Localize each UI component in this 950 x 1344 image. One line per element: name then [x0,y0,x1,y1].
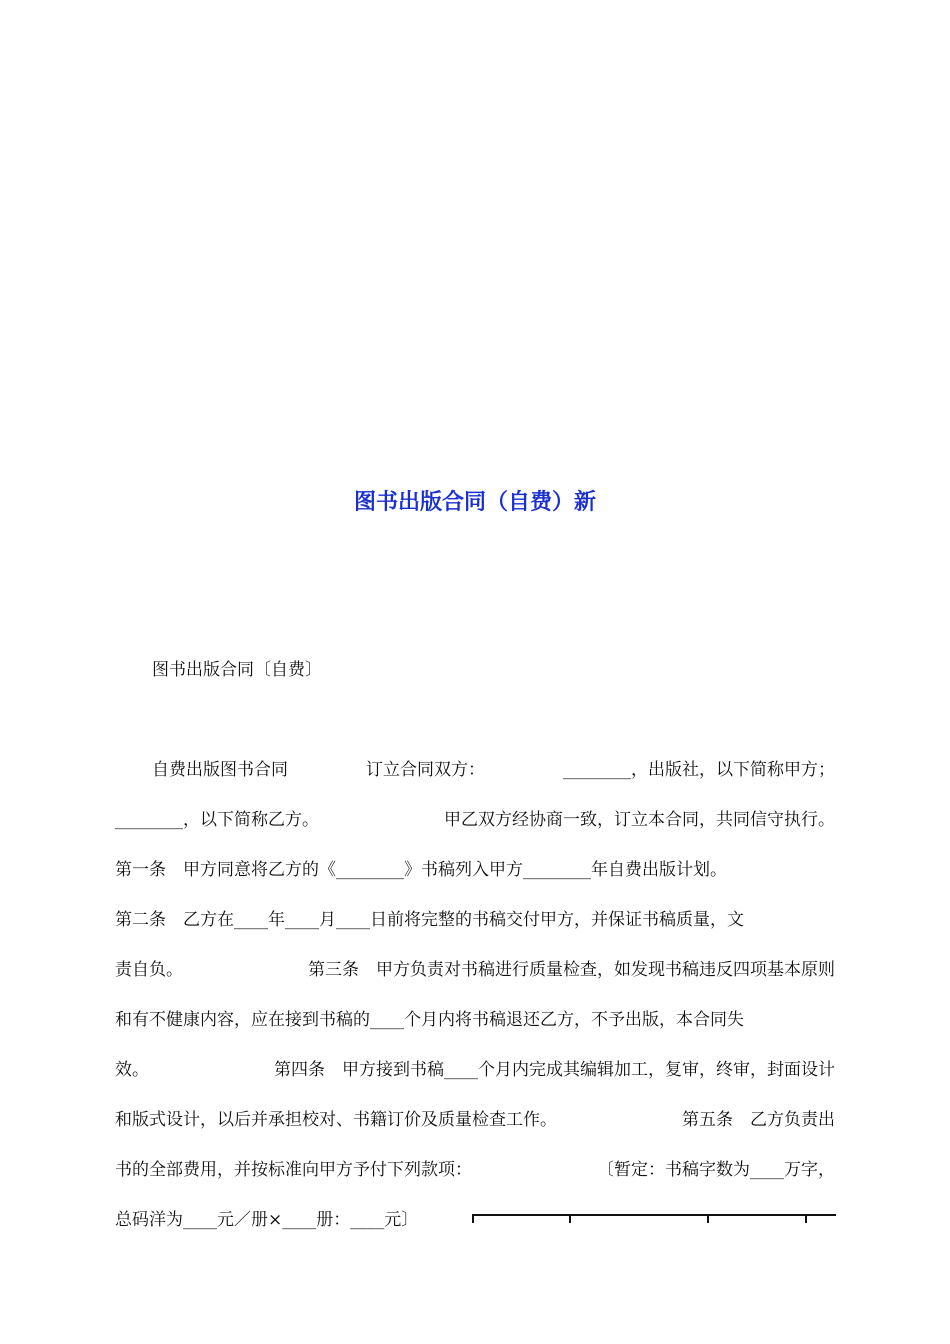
body-line-7 [115,1056,835,1084]
body-text: 自费出版图书合同 [152,760,288,780]
document-title: 图书出版合同（自费）新 [353,490,596,515]
body-text: 第二条 乙方在____年____月____日前将完整的书稿交付甲方，并保证书稿质量，文 [115,910,744,930]
table-column-tick [569,1214,571,1223]
table-column-tick [805,1214,807,1223]
body-line-9 [115,1156,835,1184]
body-line-2 [115,806,835,834]
body-text: 订立合同双方： [366,760,485,780]
body-line-10 [115,1206,467,1234]
body-text: 第四条 甲方接到书稿____个月内完成其编辑加工，复审，终审，封面设计 [274,1060,835,1080]
table-column-tick [707,1214,709,1223]
table-column-tick [472,1214,474,1223]
document-subtitle: 图书出版合同〔自费〕 [152,660,322,680]
body-text: 甲乙双方经协商一致，订立本合同，共同信守执行。 [444,810,835,830]
body-text: ________，出版社，以下简称甲方； [563,760,835,780]
body-text: 第五条 乙方负责出 [682,1110,835,1130]
body-text: 书的全部费用，并按标准向甲方予付下列款项： [115,1160,472,1180]
body-line-6 [115,1006,835,1034]
body-text: ________，以下简称乙方。 [115,810,319,830]
body-text: 效。 [115,1060,149,1080]
body-text: 和版式设计，以后并承担校对、书籍订价及质量检查工作。 [115,1110,557,1130]
body-line-1 [152,756,835,784]
body-line-8 [115,1106,835,1134]
body-text: 责自负。 [115,960,183,980]
body-text: 第一条 甲方同意将乙方的《________》书稿列入甲方________年自费出版计划。 [115,860,727,880]
body-text: 〔暂定：书稿字数为____万字， [597,1160,835,1180]
body-line-3 [115,856,835,884]
body-text: 和有不健康内容，应在接到书稿的____个月内将书稿退还乙方，不予出版，本合同失 [115,1010,744,1030]
body-line-4 [115,906,835,934]
body-text: 总码洋为____元／册×____册：____元〕 [115,1210,419,1230]
table-top-border [472,1214,836,1224]
table-border-line [472,1214,836,1216]
body-line-5 [115,956,835,984]
body-text: 第三条 甲方负责对书稿进行质量检查，如发现书稿违反四项基本原则 [308,960,835,980]
